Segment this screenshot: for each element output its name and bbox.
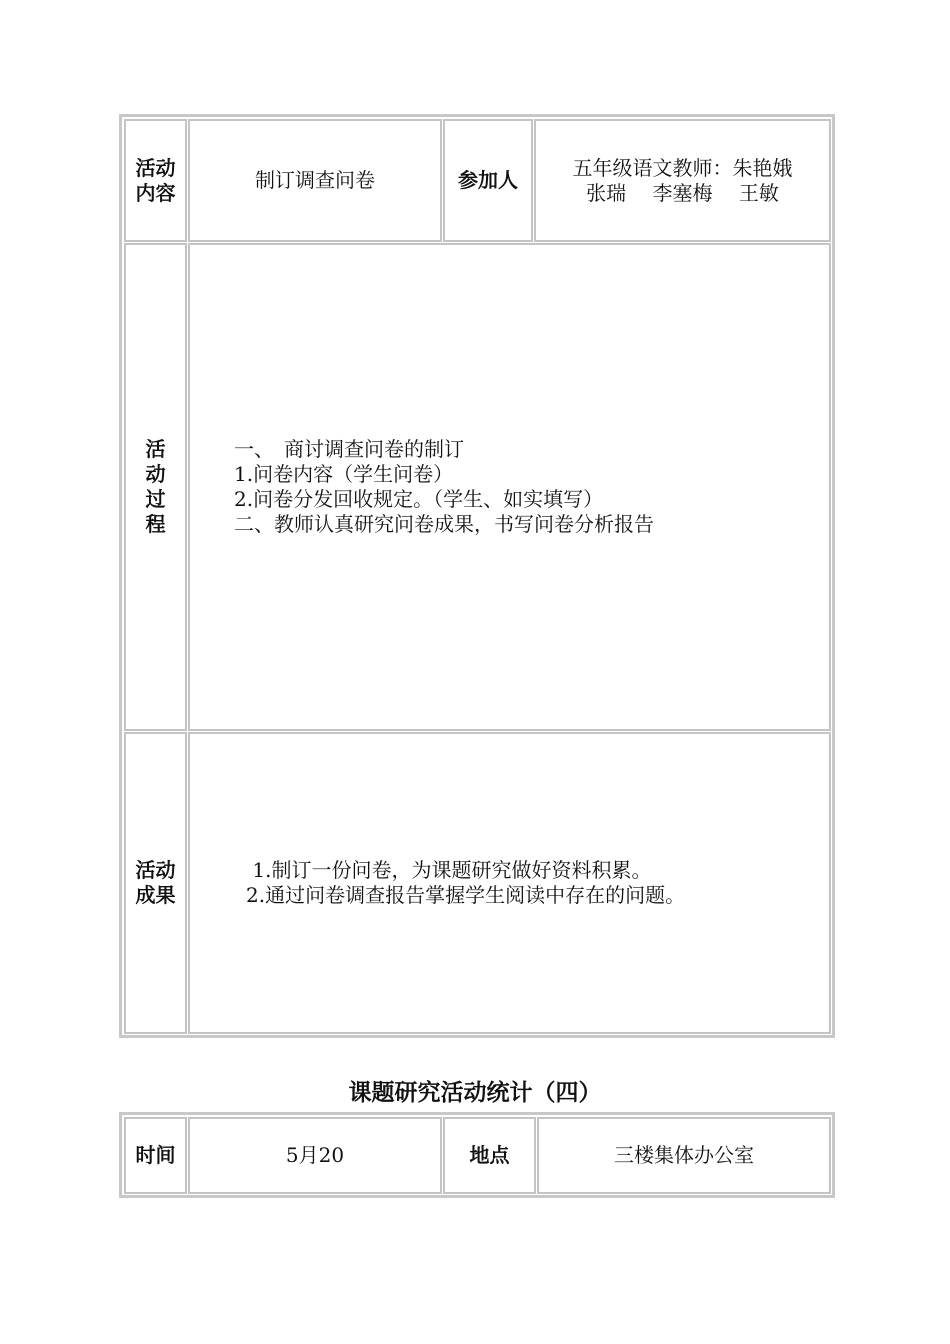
activity-result-label xyxy=(124,732,187,1034)
participants-label-text: 参加人 xyxy=(458,168,518,192)
process-line: 2.问卷分发回收规定。（学生、如实填写） xyxy=(234,487,604,511)
place-label xyxy=(443,1117,536,1194)
label-line: 动 xyxy=(145,462,166,486)
label-line: 活动 xyxy=(135,858,176,882)
process-line: 二、教师认真研究问卷成果，书写问卷分析报告 xyxy=(234,512,654,536)
label-line: 活动 xyxy=(135,155,176,180)
participants-line: 张瑞 李塞梅 王敏 xyxy=(586,180,779,205)
activity-result-body xyxy=(188,732,831,1034)
participants-label xyxy=(443,119,533,242)
activity-content-value xyxy=(188,119,442,242)
time-label-text: 时间 xyxy=(135,1143,176,1167)
label-line: 活 xyxy=(145,437,166,461)
time-label xyxy=(124,1117,187,1194)
place-value-text: 三楼集体办公室 xyxy=(614,1143,754,1167)
activity-process-label xyxy=(124,243,187,731)
time-value-text: 5月20 xyxy=(285,1143,345,1167)
participants-line: 五年级语文教师：朱艳娥 xyxy=(572,155,793,180)
label-line: 过 xyxy=(145,487,166,511)
result-line: 1.制订一份问卷，为课题研究做好资料积累。 xyxy=(246,858,652,882)
section-title: 课题研究活动统计（四） xyxy=(348,1080,602,1106)
participants-value xyxy=(534,119,831,242)
place-value xyxy=(537,1117,831,1194)
time-value xyxy=(188,1117,442,1194)
result-line: 2.通过问卷调查报告掌握学生阅读中存在的问题。 xyxy=(246,883,686,907)
label-line: 程 xyxy=(145,512,166,536)
activity-content-label xyxy=(124,119,187,242)
process-line: 一、 商讨调查问卷的制订 xyxy=(234,437,464,461)
activity-process-body xyxy=(188,243,831,731)
process-line: 1.问卷内容（学生问卷） xyxy=(234,462,454,486)
place-label-text: 地点 xyxy=(469,1143,510,1167)
activity-content-text: 制订调查问卷 xyxy=(255,168,375,192)
label-line: 内容 xyxy=(135,180,176,205)
label-line: 成果 xyxy=(135,883,176,907)
